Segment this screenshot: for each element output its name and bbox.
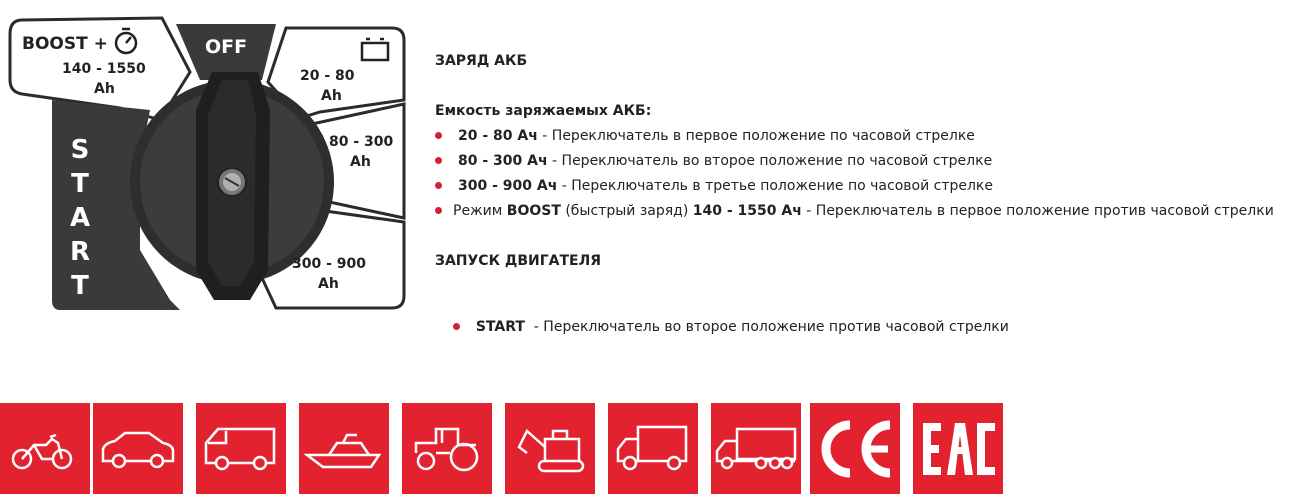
- boost-label: BOOST +: [22, 34, 108, 54]
- boat-badge: [299, 403, 389, 494]
- charge-heading: ЗАРЯД АКБ: [435, 53, 528, 69]
- car-icon: [93, 403, 183, 494]
- eac-mark-badge: [913, 403, 1003, 494]
- excavator-icon: [505, 403, 595, 494]
- ce-mark-icon: [810, 403, 900, 494]
- pos2-range: 80 - 300: [329, 134, 394, 150]
- bullet-icon: [435, 157, 442, 164]
- list-item-start: START - Переключатель во второе положение против часовой стрелки: [435, 303, 1009, 351]
- bullet-icon: [453, 323, 460, 330]
- motorcycle-badge: [0, 403, 90, 494]
- boost-unit: Ah: [94, 81, 115, 97]
- lorry-trailer-badge: [711, 403, 801, 494]
- list-item: 80 - 300 Ач - Переключатель во второе положение по часовой стрелке: [435, 153, 992, 169]
- pos1-unit: Ah: [321, 88, 342, 104]
- pos3-unit: Ah: [318, 276, 339, 292]
- truck-icon: [608, 403, 698, 494]
- off-label: OFF: [205, 36, 248, 58]
- rotary-switch-diagram: [0, 0, 420, 330]
- boost-range: 140 - 1550: [62, 61, 146, 77]
- list-item: 300 - 900 Ач - Переключатель в третье положение по часовой стрелке: [435, 178, 993, 194]
- bullet-icon: [435, 182, 442, 189]
- pos3-range: 300 - 900: [292, 256, 367, 272]
- pos1-range: 20 - 80: [300, 68, 355, 84]
- capacity-label: Емкость заряжаемых АКБ:: [435, 103, 652, 119]
- ce-mark-badge: [810, 403, 900, 494]
- car-badge: [93, 403, 183, 494]
- eac-mark-icon: [913, 403, 1003, 494]
- tractor-badge: [402, 403, 492, 494]
- pos2-unit: Ah: [350, 154, 371, 170]
- start-letter-1: S: [70, 135, 90, 165]
- start-letter-5: T: [71, 271, 89, 301]
- bullet-icon: [435, 207, 442, 214]
- start-letter-2: T: [71, 169, 89, 199]
- lorry-trailer-icon: [711, 403, 801, 494]
- start-heading: ЗАПУСК ДВИГАТЕЛЯ: [435, 253, 602, 269]
- van-icon: [196, 403, 286, 494]
- list-item-boost: Режим BOOST (быстрый заряд) 140 - 1550 Ач - Переключатель в первое положение против часовой стрелки: [435, 203, 1274, 219]
- list-item: 20 - 80 Ач - Переключатель в первое положение по часовой стрелке: [435, 128, 975, 144]
- bullet-icon: [435, 132, 442, 139]
- boat-icon: [299, 403, 389, 494]
- tractor-icon: [402, 403, 492, 494]
- motorcycle-icon: [0, 403, 90, 494]
- start-letter-4: R: [69, 237, 91, 267]
- van-badge: [196, 403, 286, 494]
- excavator-badge: [505, 403, 595, 494]
- start-letter-3: A: [69, 203, 91, 233]
- truck-badge: [608, 403, 698, 494]
